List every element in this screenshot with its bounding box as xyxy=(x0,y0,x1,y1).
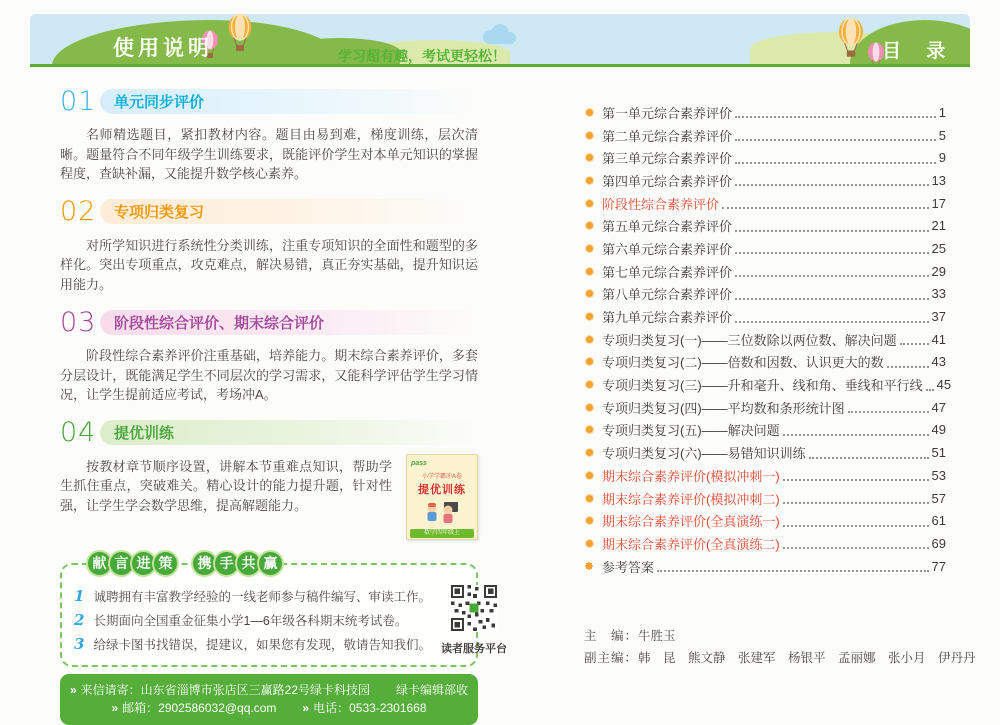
hot-air-balloon-icon xyxy=(226,14,254,61)
toc-page-number: 29 xyxy=(931,263,946,279)
book-logo: pass xyxy=(411,459,427,467)
toc-page-number: 9 xyxy=(938,150,946,166)
dot-bullet-icon xyxy=(586,109,593,116)
badge-char: 携 xyxy=(191,550,218,577)
dot-bullet-icon xyxy=(586,132,593,139)
section-number: 04 xyxy=(60,417,97,448)
phone-label: 电话： xyxy=(313,700,350,715)
dotted-leader xyxy=(657,570,929,572)
toc-entry-label: 专项归类复习(五)——解决问题 xyxy=(602,423,780,439)
page-title-toc: 目 录 xyxy=(882,41,956,62)
toc-entry-label: 期末综合素养评价(全真演练一) xyxy=(602,514,780,530)
toc-entry[interactable] xyxy=(586,192,946,215)
dotted-leader xyxy=(809,457,929,459)
dot-bullet-icon xyxy=(586,290,593,297)
toc-page-number: 77 xyxy=(931,558,946,574)
email-label: 邮箱： xyxy=(122,700,159,715)
editors-block xyxy=(584,625,976,669)
item-text: 诚聘拥有丰富教学经验的一线老师参与稿件编写、审读工作。 xyxy=(93,589,431,604)
dotted-leader xyxy=(735,252,929,254)
badge-contribute xyxy=(86,550,179,577)
book-cover-thumbnail xyxy=(406,454,478,540)
section-01 xyxy=(60,85,478,184)
deputy-editors-names: 韩 昆 熊文静 张建军 杨银平 孟丽娜 张小月 伊丹丹 xyxy=(638,651,976,665)
toc-entry[interactable] xyxy=(586,237,946,260)
toc-entry-label: 第九单元综合素养评价 xyxy=(602,310,733,326)
feedback-item-1 xyxy=(74,585,431,609)
dot-bullet-icon xyxy=(586,495,593,502)
section-title: 阶段性综合评价、期末综合评价 xyxy=(100,310,478,335)
mail-label: 来信请寄： xyxy=(80,682,141,697)
dotted-leader xyxy=(735,184,929,186)
dotted-leader xyxy=(735,275,929,277)
dot-bullet-icon xyxy=(586,517,593,524)
section-03 xyxy=(60,306,478,405)
toc-entry[interactable] xyxy=(586,532,946,555)
dot-bullet-icon xyxy=(586,222,593,229)
toc-entry-label: 期末综合素养评价(模拟冲刺二) xyxy=(602,491,780,507)
mail-address: 山东省淄博市张店区三赢路22号绿卡科技园 xyxy=(140,682,371,697)
toc-entry-label: 第四单元综合素养评价 xyxy=(602,173,733,189)
header-sky-band xyxy=(30,14,970,64)
arrow-icon: » xyxy=(69,682,77,697)
feedback-box xyxy=(60,550,507,667)
toc-entry-label: 参考答案 xyxy=(602,559,655,575)
dotted-leader xyxy=(735,116,936,118)
section-number: 02 xyxy=(60,196,97,227)
badge-char: 言 xyxy=(108,550,135,577)
toc-entry[interactable] xyxy=(586,124,946,147)
toc-entry[interactable] xyxy=(586,396,946,419)
deputy-editors-label: 副主编： xyxy=(584,651,639,665)
toc-page-number: 21 xyxy=(931,218,946,234)
toc-page-number: 41 xyxy=(931,331,946,347)
qr-caption: 读者服务平台 xyxy=(440,643,507,655)
dotted-leader xyxy=(735,162,936,164)
toc-page-number: 57 xyxy=(931,490,946,506)
toc-page-number: 33 xyxy=(931,286,946,302)
toc-page-number: 45 xyxy=(936,377,952,393)
dot-bullet-icon xyxy=(586,381,593,388)
toc-entry-label: 期末综合素养评价(模拟冲刺一) xyxy=(602,468,780,484)
dot-bullet-icon xyxy=(586,336,593,343)
toc-entry[interactable] xyxy=(586,555,946,578)
badge-char: 共 xyxy=(235,550,262,577)
toc-page-number: 47 xyxy=(931,399,946,415)
page-title-usage: 使用说明 xyxy=(113,37,213,60)
dotted-leader xyxy=(926,389,934,391)
toc-entry-label: 期末综合素养评价(全真演练二) xyxy=(602,536,780,552)
dotted-leader xyxy=(783,547,929,549)
toc-entry[interactable] xyxy=(586,146,946,169)
header-divider-line xyxy=(30,64,970,67)
usage-instructions xyxy=(60,85,507,725)
section-title: 提优训练 xyxy=(100,420,478,445)
dotted-leader xyxy=(783,434,929,436)
dot-bullet-icon xyxy=(586,245,593,252)
chief-editor-line xyxy=(584,625,976,647)
toc-page-number: 43 xyxy=(931,354,946,370)
arrow-icon: » xyxy=(111,700,119,715)
qr-code xyxy=(451,585,497,636)
dot-bullet-icon xyxy=(586,472,593,479)
dotted-leader xyxy=(735,139,936,141)
item-text: 长期面向全国重金征集小学1—6年级各科期末统考试卷。 xyxy=(93,613,408,628)
dot-bullet-icon xyxy=(586,540,593,547)
dotted-leader xyxy=(848,411,929,413)
dot-bullet-icon xyxy=(586,154,593,161)
toc-page-number: 69 xyxy=(931,535,946,551)
dotted-leader xyxy=(735,298,929,300)
toc-entry[interactable] xyxy=(586,441,946,464)
arrow-icon: » xyxy=(302,700,310,715)
deputy-editors-line xyxy=(584,647,976,669)
toc-entry-label: 第七单元综合素养评价 xyxy=(602,264,733,280)
section-title: 专项归类复习 xyxy=(100,199,478,224)
toc-page-number: 53 xyxy=(931,467,946,483)
section-body: 名师精选题目，紧扣教材内容。题目由易到难，梯度训练，层次清晰。题量符合不同年级学生训练要求，既能评价学生对本单元知识的掌握程度，查缺补漏，又能提升数学核心素养。 xyxy=(60,127,478,181)
publisher-contact-bar xyxy=(60,674,478,725)
dotted-leader xyxy=(722,207,929,209)
dot-bullet-icon xyxy=(586,358,593,365)
toc-entry-label: 第六单元综合素养评价 xyxy=(602,241,733,257)
toc-page-number: 17 xyxy=(931,195,946,211)
toc-entry[interactable] xyxy=(586,260,946,283)
toc-entry[interactable] xyxy=(586,283,946,306)
section-body: 阶段性综合素养评价注重基础，培养能力。期末综合素养评价，多套分层设计，既能满足学生不同层次的学习需求，又能科学评估学生学习情况，让学生提前适应考试，考场冲A。 xyxy=(60,348,478,402)
badge-char: 策 xyxy=(152,550,179,577)
dot-bullet-icon xyxy=(586,177,593,184)
dot-bullet-icon xyxy=(586,200,593,207)
dot-bullet-icon xyxy=(586,426,593,433)
toc-entry-label: 第三单元综合素养评价 xyxy=(602,151,733,167)
toc-entry-label: 第五单元综合素养评价 xyxy=(602,219,733,235)
section-04 xyxy=(60,417,478,540)
book-title: 提优训练 xyxy=(418,483,466,496)
section-02 xyxy=(60,196,478,295)
badge-char: 手 xyxy=(213,550,240,577)
toc-entry[interactable] xyxy=(586,509,946,532)
badge-char: 赢 xyxy=(257,550,284,577)
section-number: 03 xyxy=(60,306,97,338)
feedback-item-3 xyxy=(74,633,431,657)
section-body: 按教材章节顺序设置，讲解本节重难点知识，帮助学生抓住重点，突破难关。精心设计的能力提升题，针对性强，让学生学会数学思维，提高解题能力。 xyxy=(60,458,392,513)
toc-entry-label: 专项归类复习(六)——易错知识训练 xyxy=(602,446,806,462)
book-series: 小学学霸冲A卷 xyxy=(421,473,462,480)
toc-entry[interactable] xyxy=(586,487,946,510)
section-body: 对所学知识进行系统性分类训练，注重专项知识的全面性和题型的多样化。突出专项重点，攻克难点，解决易错，真正夯实基础，提升知识运用能力。 xyxy=(60,237,478,292)
section-title: 单元同步评价 xyxy=(100,89,478,114)
toc-entry-label: 第一单元综合素养评价 xyxy=(602,105,733,121)
toc-page-number: 25 xyxy=(931,240,946,256)
toc-entry-label: 专项归类复习(四)——平均数和条形统计图 xyxy=(602,400,845,416)
dot-bullet-icon xyxy=(586,268,593,275)
toc-entry[interactable] xyxy=(586,464,946,487)
hot-air-balloon-icon xyxy=(836,18,866,64)
table-of-contents xyxy=(586,101,952,577)
dotted-leader xyxy=(900,343,929,345)
toc-entry-label: 专项归类复习(三)——升和毫升、线和角、垂线和平行线 xyxy=(602,378,923,394)
dot-bullet-icon xyxy=(586,313,593,320)
item-number: 3 xyxy=(74,634,85,653)
toc-entry-label: 第八单元综合素养评价 xyxy=(602,287,733,303)
item-number: 2 xyxy=(74,610,85,629)
toc-page-number: 49 xyxy=(931,422,946,438)
dotted-leader xyxy=(783,502,929,504)
dot-bullet-icon xyxy=(586,404,593,411)
toc-entry-label: 专项归类复习(二)——倍数和因数、认识更大的数 xyxy=(602,355,884,371)
phone-value: 0533-2301668 xyxy=(349,700,427,715)
toc-entry[interactable] xyxy=(586,169,946,192)
header-slogan: 学习超有趣，考试更轻松！ xyxy=(338,48,506,64)
badge-char: 进 xyxy=(130,550,157,577)
badge-win-together xyxy=(191,550,284,577)
mail-recipient: 绿卡编辑部收 xyxy=(396,682,469,697)
toc-page-number: 5 xyxy=(938,127,946,143)
toc-entry-label: 专项归类复习(一)——三位数除以两位数、解决问题 xyxy=(602,332,897,348)
dotted-leader xyxy=(887,366,929,368)
dot-bullet-icon xyxy=(586,449,593,456)
toc-entry[interactable] xyxy=(586,101,946,124)
feedback-badges xyxy=(86,550,478,577)
toc-entry-label: 阶段性综合素养评价 xyxy=(602,196,720,212)
toc-page-number: 13 xyxy=(931,172,946,188)
mail-address-line xyxy=(60,681,478,699)
item-text: 给绿卡图书找错误，提建议，如果您有发现，敬请告知我们。 xyxy=(93,637,431,652)
chief-editor-name: 牛胜玉 xyxy=(638,629,676,643)
toc-entry-label: 第二单元综合素养评价 xyxy=(602,128,733,144)
toc-page-number: 37 xyxy=(931,309,946,325)
toc-page-number: 61 xyxy=(931,513,946,529)
email-value: 2902586032@qq.com xyxy=(158,700,277,715)
toc-page-number: 1 xyxy=(938,104,946,120)
dotted-leader xyxy=(783,525,929,527)
section-number: 01 xyxy=(60,85,97,117)
toc-entry[interactable] xyxy=(586,305,946,328)
toc-entry[interactable] xyxy=(586,214,946,237)
badge-char: 献 xyxy=(86,550,113,577)
toc-entry[interactable] xyxy=(586,373,952,396)
dotted-leader xyxy=(735,321,929,323)
feedback-item-2 xyxy=(74,609,431,633)
book-cartoon-kids xyxy=(422,500,462,529)
dotted-leader xyxy=(735,230,929,232)
flower-bullet-icon xyxy=(586,563,592,569)
item-number: 1 xyxy=(74,586,85,605)
dotted-leader xyxy=(783,479,929,481)
toc-entry[interactable] xyxy=(586,328,946,351)
toc-page-number: 51 xyxy=(931,445,946,461)
contact-line xyxy=(60,699,478,717)
chief-editor-label: 主 编： xyxy=(584,629,639,643)
book-band-label: 数学四年级上 xyxy=(410,529,474,538)
toc-entry[interactable] xyxy=(586,351,946,374)
toc-entry[interactable] xyxy=(586,419,946,442)
